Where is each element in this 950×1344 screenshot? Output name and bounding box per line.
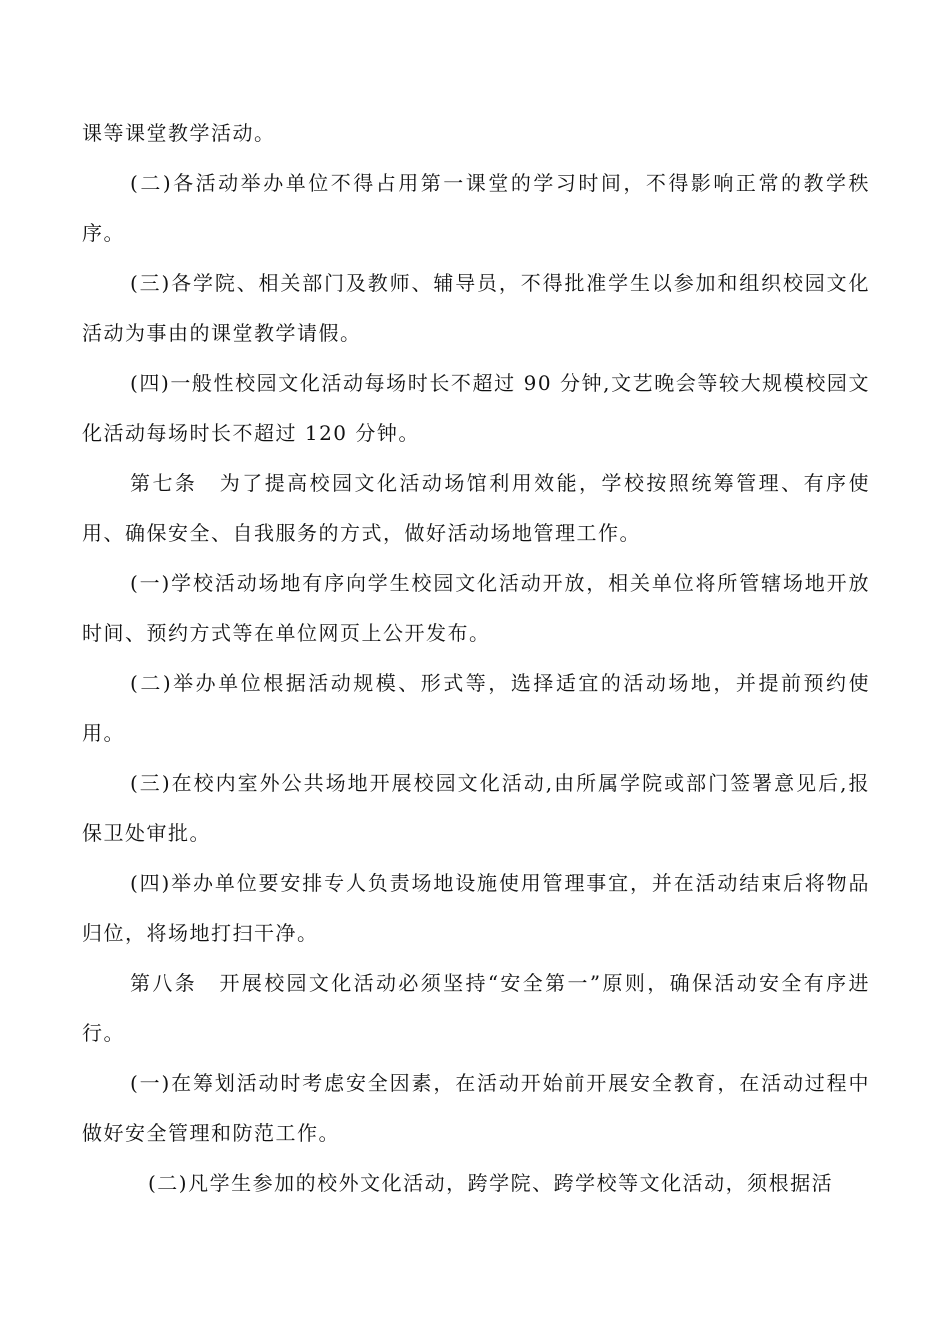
paragraph-item-2-no-occupy: (二)各活动举办单位不得占用第一课堂的学习时间，不得影响正常的教学秩序。	[82, 171, 870, 245]
paragraph-article-7-item-4: (四)举办单位要安排专人负责场地设施使用管理事宜，并在活动结束后将物品归位，将场地打扫干净。	[82, 871, 870, 945]
document-body	[82, 108, 870, 1208]
paragraph-article-7-item-2: (二)举办单位根据活动规模、形式等，选择适宜的活动场地，并提前预约使用。	[82, 671, 870, 745]
paragraph-article-8: 第八条 开展校园文化活动必须坚持“安全第一”原则，确保活动安全有序进行。	[82, 971, 870, 1045]
paragraph-article-8-item-1: (一)在筹划活动时考虑安全因素，在活动开始前开展安全教育，在活动过程中做好安全管理和防范工作。	[82, 1071, 870, 1145]
paragraph-continuation: 课等课堂教学活动。	[82, 121, 276, 145]
paragraph-item-3-no-leave: (三)各学院、相关部门及教师、辅导员，不得批准学生以参加和组织校园文化活动为事由的课堂教学请假。	[82, 271, 870, 345]
paragraph-article-7: 第七条 为了提高校园文化活动场馆利用效能，学校按照统筹管理、有序使用、确保安全、自我服务的方式，做好活动场地管理工作。	[82, 471, 870, 545]
paragraph-article-8-item-2: (二)凡学生参加的校外文化活动，跨学院、跨学校等文化活动，须根据活	[148, 1171, 834, 1195]
paragraph-article-7-item-3: (三)在校内室外公共场地开展校园文化活动,由所属学院或部门签署意见后,报保卫处审批。	[82, 771, 870, 845]
paragraph-article-7-item-1: (一)学校活动场地有序向学生校园文化活动开放，相关单位将所管辖场地开放时间、预约方式等在单位网页上公开发布。	[82, 571, 870, 645]
paragraph-item-4-duration: (四)一般性校园文化活动每场时长不超过 90 分钟,文艺晚会等较大规模校园文化活动每场时长不超过 120 分钟。	[82, 371, 870, 445]
